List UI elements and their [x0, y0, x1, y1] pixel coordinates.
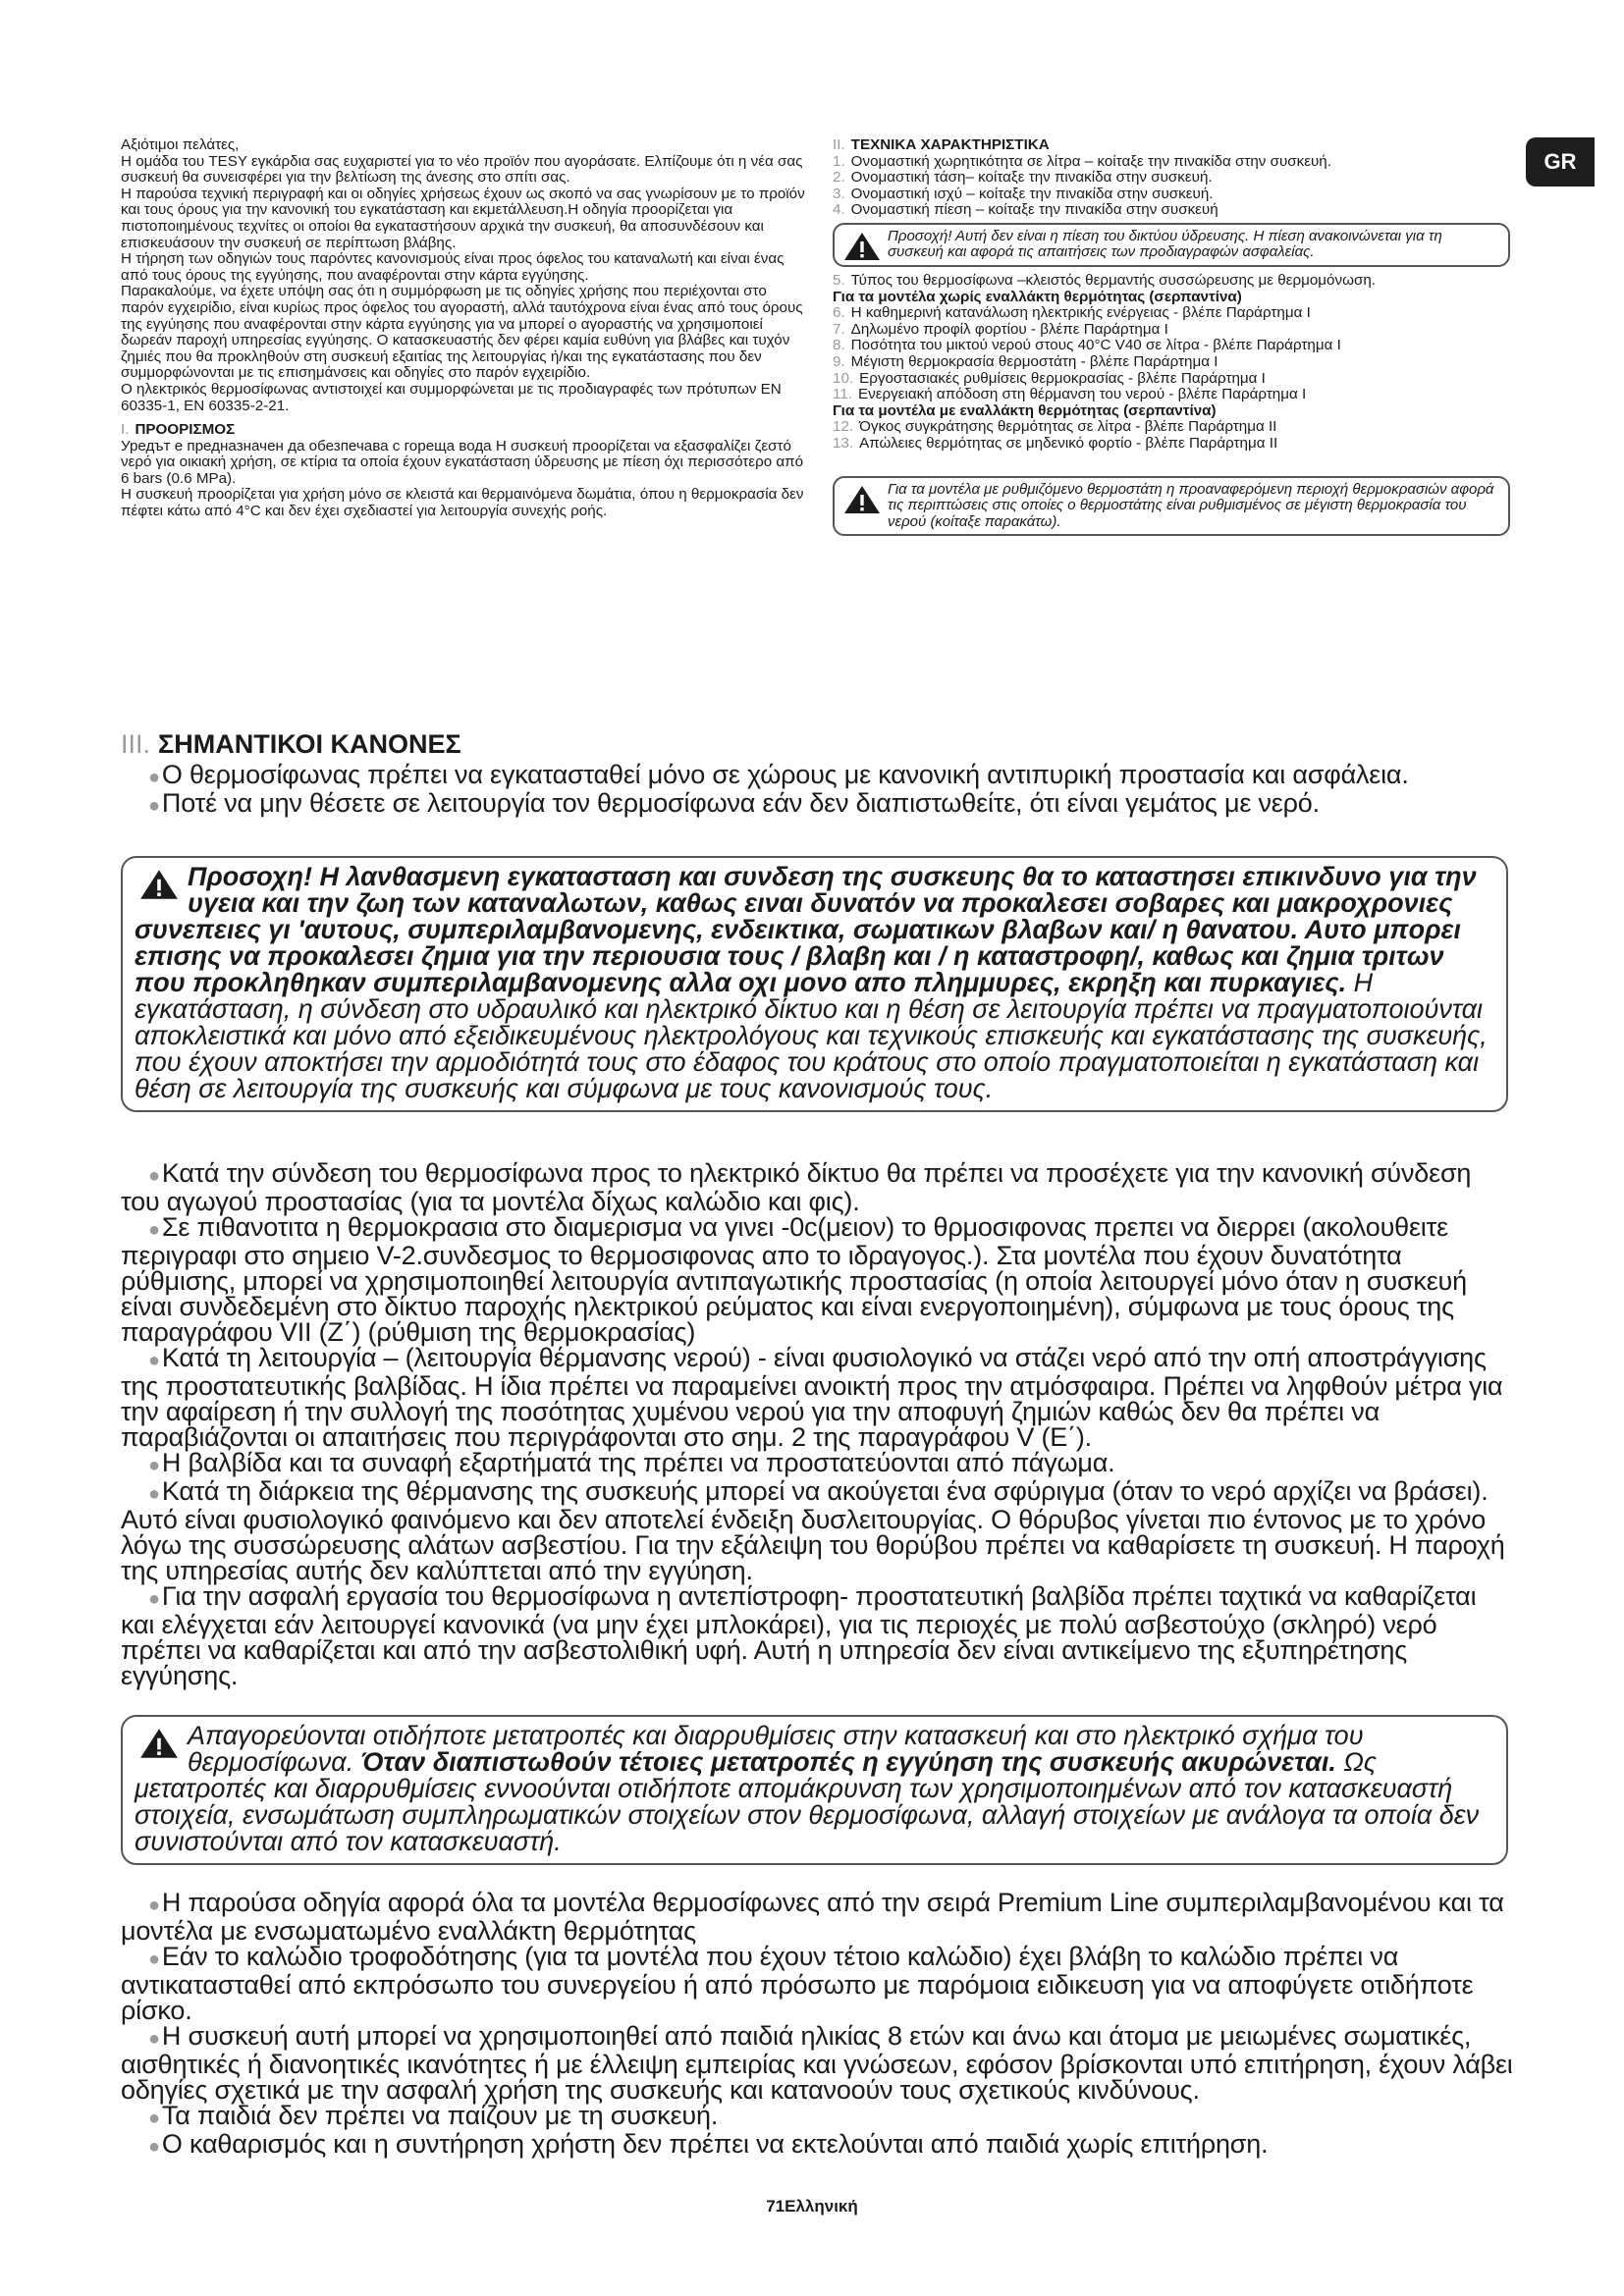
warning-icon [842, 484, 882, 515]
spec-item [833, 305, 1510, 322]
rule-text: Κατά την σύνδεση του θερμοσίφωνα προς το ηλεκτρικό δίκτυο θα πρέπει να προσέχετε για την κανονική σύνδεση του αγωγού προστασίας (για τα μοντέλα δίχως καλώδιο και φις). [121, 1158, 1472, 1216]
rule-item [121, 1890, 1515, 1944]
thermostat-note [833, 476, 1510, 537]
bullet-icon: ● [148, 1219, 160, 1241]
installation-warning-box [121, 856, 1508, 1112]
spec-number: 13. [833, 434, 854, 452]
rule-text: Η παρούσα οδηγία αφορά όλα τα μοντέλα θερμοσίφωνες από την σειρά Premium Line συμπεριλαμβανομένου και τα μοντέλα με ενσωματωμένο εναλλάκτη θερμότητας [121, 1888, 1504, 1946]
warning-icon [138, 868, 180, 901]
note-text: Για τα μοντέλα με ρυθμιζόμενο θερμοστάτη η προαναφερόμενη περιοχή θερμοκρασιών αφορά τις περιπτώσεις στις οποίες ο θερμοστάτης είναι ρυθμισμένος σε μέγιστη θερμοκρασία του νερού (κοίταξε παρακάτω). [888, 480, 1494, 530]
spec-text: Όγκος συγκράτησης θερμότητας σε λίτρα - βλέπε Παράρτημα II [859, 418, 1277, 436]
language-tab: GR [1526, 137, 1595, 187]
section-heading-specs [833, 137, 1510, 154]
intro-paragraph: Η τήρηση των οδηγιών τους παρόντες κανονισμούς είναι προς όφελος του καταναλωτή και είναι ένας από τους όρους της εγγύησης, που αναφέρονται στην κάρτα εγγύησης. [121, 250, 785, 284]
spec-item [833, 154, 1510, 171]
section-title: ΤΕΧΝΙΚΑ ΧΑΡΑΚΤΗΡΙΣΤΙΚΑ [850, 136, 1050, 153]
rule-text: Για την ασφαλή εργασία του θερμοσίφωνα η αντεπίστροφη- προστατευτική βαλβίδα πρέπει ταχτικά να καθαρίζεται και ελέγχεται εάν λειτουργεί κανονικά (να μην έχει μπλοκάρει), για τις περιοχές με πολύ ασβεστούχο (σκληρό) νερό πρέπει να καθαρίζεται και από την ασβεστολιθική υφή. Αυτή η υπηρεσία δεν είναι αντικείμενο της εξυπηρέτησης εγγύησης. [121, 1581, 1477, 1690]
bullet-icon: ● [148, 1949, 160, 1970]
rule-text: Κατά τη διάρκεια της θέρμανσης της συσκευής μπορεί να ακούγεται ένα σφύριγμα (όταν το νερό αρχίζει να βράσει). Αυτό είναι φυσιολογικό φαινόμενο και δεν αποτελεί ένδειξη δυσλειτουργίας. Ο θόρυβος γίνεται πιο έντονος με το χρόνο λόγω της συσσώρευσης αλάτων ασβεστίου. Για την εξάλειψη του θορύβου πρέπει να καθαρίσετε τη συσκευή. Η παροχή της υπηρεσίας αυτής δεν καλύπτεται από την εγγύηση. [121, 1476, 1505, 1585]
spec-item [833, 371, 1510, 388]
spec-text: Ονομαστική τάση– κοίταξε την πινακίδα στην συσκευή. [850, 169, 1213, 187]
rule-text: Κατά τη λειτουργία – (λειτουργία θέρμανσης νερού) - είναι φυσιολογικό να στάζει νερό από την οπή αποστράγγισης της προστατευτικής βαλβίδας. Η ίδια πρέπει να παραμείνει ανοικτή προς την ατμόσφαιρα. Πρέπει να ληφθούν μέτρα για την αφαίρεση ή την συλλογή της ποσότητας χυμένου νερού για την αποφυγή ζημιών καθώς δεν θα πρέπει να παραβιάζονται οι απαιτήσεις που περιγράφονται στο σημ. 2 της παραγράφου V (Ε΄). [121, 1343, 1503, 1452]
greeting: Αξιότιμοι πελάτες, [121, 136, 240, 153]
spec-number: 8. [833, 337, 845, 354]
bullet-icon: ● [148, 767, 160, 788]
section-title: ΣΗΜΑΝΤΙΚΟΙ ΚΑΝΟΝΕΣ [158, 729, 461, 759]
bullet-icon: ● [148, 2136, 160, 2158]
intro-paragraph: Παρακαλούμε, να έχετε υπόψη σας ότι η συμμόρφωση με τις οδηγίες χρήσης που περιέχονται στο παρόν εγχειρίδιο, είναι κυρίως προς όφελος του αγοραστή, αλλά ταυτόχρονα είναι ένας από τους όρους της εγγύησης που αναφέρονται στην κάρτα εγγύησης για να μπορεί ο αγοραστής να χρησιμοποιεί δωρεάν παροχή υπηρεσίας εγγύησης. Ο κατασκευαστής δεν φέρει καμία ευθύνη για βλάβες και τυχόν ζημιές που θα προκληθούν στη συσκευή εξαιτίας της λειτουργίας ή/και της εγκατάστασης που δεν συμμορφώνονται με τις επισημάνσεις και οδηγίες στο παρόν εγχειρίδιο. [121, 283, 803, 382]
spec-item [833, 354, 1510, 371]
section-number: I. [121, 421, 130, 439]
rule-item [121, 1583, 1515, 1688]
warning-bold-text: Όταν διαπιστωθούν τέτοιες μετατροπές η εγγύηση της συσκευής ακυρώνεται. [360, 1747, 1336, 1777]
spec-number: 4. [833, 201, 845, 219]
spec-text: Ονομαστική χωρητικότητα σε λίτρα – κοίταξε την πινακίδα στην συσκευή. [850, 152, 1331, 170]
rule-item [121, 1944, 1515, 2023]
rule-text: Σε πιθανοτιτα η θερμοκρασια στο διαμερισμα να γινει -0c(μειον) το θρμοσιφονας πρεπει να διερρει (ακολουθειτε περιγραφι στο σημειο V-2.συνδεσμος το θερμοσιφονας απο το ιδραγογος.). Στα μοντέλα που έχουν δυνατότητα ρύθμισης, μπορεί να χρησιμοποιηθεί λειτουργία αντιπαγωτικής προστασίας (η οποία λειτουργεί μόνο όταν η συσκευή είναι συνδεδεμένη στο δίκτυο παροχής ηλεκτρικού ρεύματος και είναι ενεργοποιημένη), σύμφωνα με τους όρους της παραγράφου VII (Z΄) (ρύθμιση της θερμοκρασίας) [121, 1212, 1467, 1347]
rule-item [121, 1345, 1515, 1450]
intro-paragraph: Η ομάδα του TESY εγκάρδια σας ευχαριστεί για το νέο προϊόν που αγοράσατε. Ελπίζουμε ότι η νέα σας συσκευή θα συνεισφέρει για την βελτίωση της άνεσης στο σπίτι σας. [121, 152, 803, 187]
bullet-icon: ● [148, 1895, 160, 1916]
bullet-icon: ● [148, 1350, 160, 1371]
intro-column [121, 137, 808, 520]
spec-number: 5. [833, 271, 845, 289]
bullet-icon: ● [148, 2028, 160, 2050]
spec-number: 6. [833, 304, 845, 322]
spec-number: 10. [833, 369, 854, 387]
spec-text: Η καθημερινή κατανάλωση ηλεκτρικής ενέργειας - βλέπε Παράρτημα I [850, 304, 1311, 322]
rule-text: Εάν το καλώδιο τροφοδότησης (για τα μοντέλα που έχουν τέτοιο καλώδιο) έχει βλάβη το καλώδιο πρέπει να αντικατασταθεί από εκπρόσωπο του συνεργείου ή από πρόσωπο με παρόμοια ειδικευση για να αποφύγετε οτιδήποτε ρίσκο. [121, 1942, 1474, 2025]
spec-text: Ονομαστική πίεση – κοίταξε την πινακίδα στην συσκευή [850, 201, 1218, 219]
rule-item [121, 762, 1515, 790]
bullet-icon: ● [148, 1455, 160, 1476]
spec-item [833, 322, 1510, 339]
warning-text: Η εγκατάσταση, η σύνδεση στο υδραυλικό και ηλεκτρικό δίκτυο και η θέση σε λειτουργία πρέπει να πραγματοποιούνται αποκλειστικά και μόνο από εξειδικευμένους ηλεκτρολόγους και τεχνικούς επισκευής και εγκατάστασης της συσκευής, που έχουν αποκτήσει την αρμοδιότητά τους στο έδαφος του κράτους στο οποίο πραγματοποιείται η εγκατάσταση και θέση σε λειτουργία της συσκευής και σύμφωνα με τους κανονισμούς τους. [135, 968, 1488, 1103]
bullet-icon: ● [148, 1483, 160, 1505]
spec-text: Απώλειες θερμότητας σε μηδενικό φορτίο - βλέπε Παράρτημα II [859, 434, 1278, 452]
rule-text: Η βαλβίδα και τα συναφή εξαρτήματά της πρέπει να προστατεύονται από πάγωμα. [161, 1448, 1115, 1477]
rule-item [121, 790, 1515, 819]
section-title: ΠΡΟΟΡΙΣΜΟΣ [135, 421, 236, 439]
warning-text: Απαγορεύονται οτιδήποτε μετατροπές και διαρρυθμίσεις στην κατασκευή και στο ηλεκτρικό σχήμα του θερμοσίφωνα. [188, 1721, 1364, 1777]
rule-text: Ο θερμοσίφωνας πρέπει να εγκατασταθεί μόνο σε χώρους με κανονική αντιπυρική προστασία και ασφάλεια. [161, 760, 1409, 789]
rule-item [121, 1478, 1515, 1583]
warning-bold-text: Προσοχη! Η λανθασμενη εγκατασταση και συνδεση της συσκευης θα το καταστησει επικινδυνο για την υγεια και την ζωη των καταναλωτων, καθως ειναι δυνατόν να προκαλεσει σοβαρες και μακροχρονιες συνεπειες γι 'αυτους, συμπεριλαμβανομενης, ενδεικτικα, σωματικων βλαβων και/ η θανατου. Αυτο μπορει επισης να προκαλεσει ζημια για την περιουσια τους / βλαβη και / η καταστροφη/, καθως και ζημια τριτων που προκληθηκαν συμπεριλαμβανομενης αλλα οχι μονο απο πλημμυρες, εκρηξη και πυρκαγιες. [135, 862, 1477, 997]
spec-item [833, 419, 1510, 436]
spec-item [833, 436, 1510, 453]
rule-item [121, 1214, 1515, 1345]
bullet-icon: ● [148, 2108, 160, 2129]
intro-paragraph: Ο ηλεκτρικός θερμοσίφωνας αντιστοιχεί και συμμορφώνεται με τις προδιαγραφές των πρότυπων EN 60335-1, EN 60335-2-21. [121, 380, 782, 414]
section-heading-purpose [121, 422, 808, 439]
section-number: II. [833, 136, 845, 153]
spec-number: 1. [833, 152, 845, 170]
spec-text: Μέγιστη θερμοκρασία θερμοστάτη - βλέπε Παράρτημα I [850, 352, 1218, 370]
bullet-icon: ● [148, 795, 160, 817]
spec-number: 7. [833, 320, 845, 338]
spec-text: Εργοστασιακές ρυθμίσεις θερμοκρασίας - βλέπε Παράρτημα I [859, 369, 1266, 387]
rule-text: Τα παιδιά δεν πρέπει να παίζουν με τη συσκευή. [161, 2101, 719, 2130]
rule-text: Ποτέ να μην θέσετε σε λειτουργία τον θερμοσίφωνα εάν δεν διαπιστωθείτε, ότι είναι γεμάτος με νερό. [161, 788, 1320, 818]
warning-icon [138, 1727, 180, 1760]
spec-text: Ενεργειακή απόδοση στη θέρμανση του νερού - βλέπε Παράρτημα I [858, 386, 1307, 403]
bullet-icon: ● [148, 1588, 160, 1610]
rule-text: Ο καθαρισμός και η συντήρηση χρήστη δεν πρέπει να εκτελούνται από παιδιά χωρίς επιτήρηση. [161, 2129, 1269, 2159]
subheading-no-exchanger: Για τα μοντέλα χωρίς εναλλάκτη θερμότητας (σερπαντίνα) [833, 288, 1242, 305]
rule-text: Η συσκευή αυτή μπορεί να χρησιμοποιηθεί από παιδιά ηλικίας 8 ετών και άνω και άτομα με μειωμένες σωματικές, αισθητικές ή διανοητικές ικανότητες ή με έλλειψη εμπειρίας και γνώσεων, εφόσον βρίσκονται υπό επιτήρηση, έχουν λάβει οδηγίες σχετικά με την ασφαλή χρήση της συσκευής και κατανοούν τους σχετικούς κινδύνους. [121, 2021, 1513, 2105]
spec-item [833, 170, 1510, 187]
rule-item [121, 2103, 1515, 2131]
warning-text: Ως μετατροπές και διαρρυθμίσεις εννοούνται οτιδήποτε απομάκρυνση των χρησιμοποιημένων από τον κατασκευαστή στοιχεία, ενσωμάτωση συμπληρωματικών στοιχείων στον θερμοσίφωνα, αλλαγή στοιχείων με ανάλογα τα οποία δεν συνιστούνται από τον κατασκευαστή. [135, 1747, 1480, 1856]
modifications-warning-box [121, 1715, 1508, 1865]
spec-number: 11. [833, 386, 852, 403]
spec-number: 9. [833, 352, 845, 370]
rule-item [121, 1450, 1515, 1478]
spec-text: Ποσότητα του μικτού νερού στους 40°C V40 σε λίτρα - βλέπε Παράρτημα I [850, 337, 1341, 354]
spec-item [833, 273, 1510, 290]
bullet-icon: ● [148, 1165, 160, 1187]
spec-number: 12. [833, 418, 854, 436]
purpose-paragraph: Уредът е предназначен да обезпечава с гореща вода Η συσκευή προορίζεται να εξασφαλίζει ζεστό νερό για οικιακή χρήση, σε κτίρια τα οποία έχουν εγκατάσταση ύδρευσης με πίεση όχι περισσότερο από 6 bars (0.6 MPa). [121, 437, 804, 487]
note-text: Προσοχή! Αυτή δεν είναι η πίεση του δικτύου ύδρευσης. Η πίεση ανακοινώνεται για τη συσκευή και αφορά τις απαιτήσεις των προδιαγραφών ασφαλείας. [888, 227, 1442, 261]
spec-number: 2. [833, 169, 845, 187]
rules-block-c [121, 1890, 1515, 2160]
spec-item [833, 202, 1510, 219]
rules-block-b [121, 1160, 1515, 1688]
rule-item [121, 2131, 1515, 2160]
spec-number: 3. [833, 185, 845, 202]
spec-text: Δηλωμένο προφίλ φορτίου - βλέπε Παράρτημα I [850, 320, 1168, 338]
spec-item [833, 187, 1510, 203]
page-number: 71Ελληνική [766, 2197, 858, 2216]
spec-item [833, 338, 1510, 354]
pressure-note [833, 223, 1510, 267]
rule-item [121, 1160, 1515, 1214]
purpose-paragraph: Η συσκευή προορίζεται για χρήση μόνο σε κλειστά και θερμαινόμενα δωμάτια, όπου η θερμοκρασία δεν πέφτει κάτω από 4°C και δεν έχει σχεδιαστεί για λειτουργία συνεχής ροής. [121, 486, 804, 520]
subheading-with-exchanger: Για τα μοντέλα με εναλλάκτη θερμότητας (σερπαντίνα) [833, 401, 1217, 419]
spec-text: Τύπος του θερμοσίφωνα –κλειστός θερμαντής συσσώρευσης με θερμομόνωση. [850, 271, 1376, 289]
rules-block-a [121, 762, 1515, 819]
section-heading-important-rules [121, 729, 461, 760]
intro-paragraph: Η παρούσα τεχνική περιγραφή και οι οδηγίες χρήσεως έχουν ως σκοπό να σας γνωρίσουν με το προϊόν και τους όρους για την κανονική του εγκατάσταση και εκμετάλλευση.Η οδηγία προορίζεται για πιστοποιημένους τεχνίτες οι οποίοι θα εγκαταστήσουν αρχικά την συσκευή, θα αποσυνδέσουν και επισκευάσουν την συσκευή σε περίπτωση βλάβης. [121, 185, 805, 251]
spec-text: Ονομαστική ισχύ – κοίταξε την πινακίδα στην συσκευή. [850, 185, 1214, 202]
warning-icon [842, 231, 882, 262]
section-number: III. [121, 729, 151, 759]
rule-item [121, 2023, 1515, 2103]
specs-column [833, 137, 1510, 542]
spec-item [833, 387, 1510, 403]
